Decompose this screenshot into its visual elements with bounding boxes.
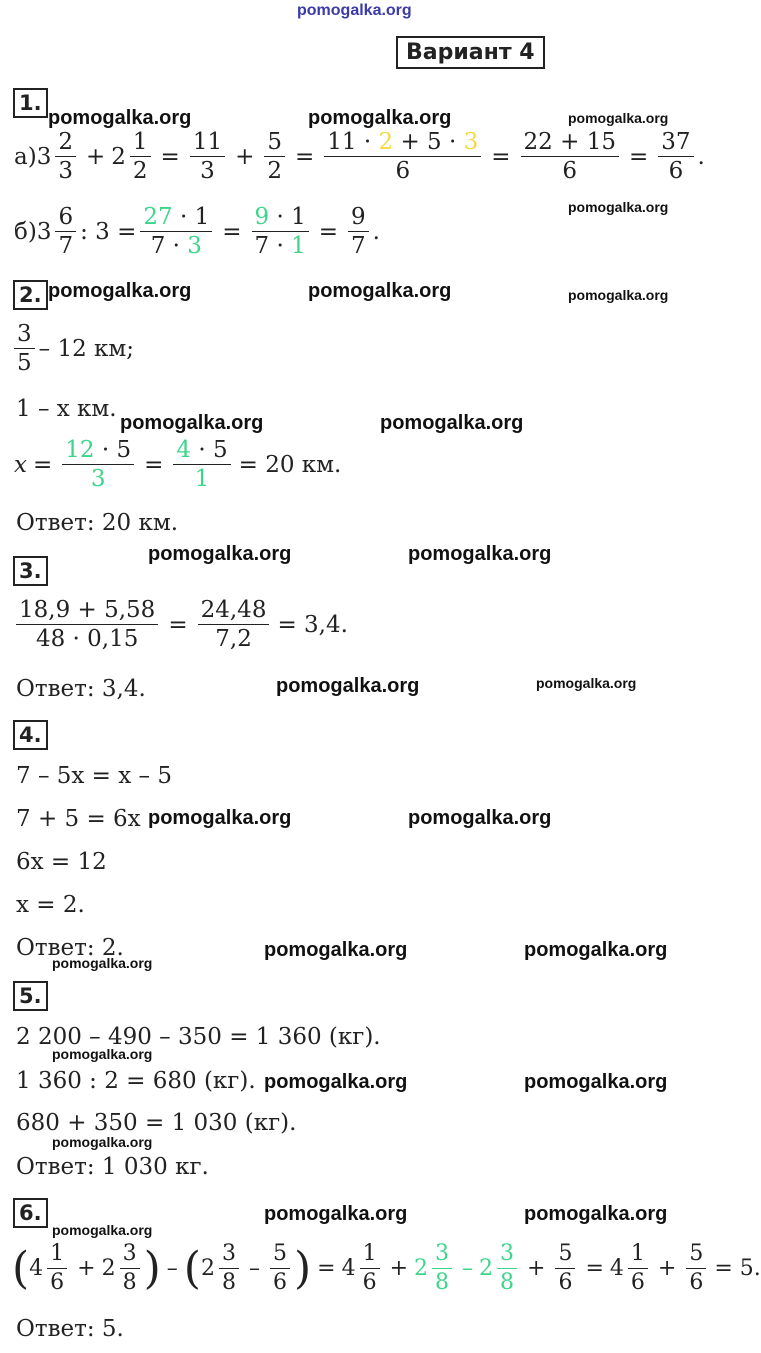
task-5-number: 5. [13,981,48,1011]
watermark-top[interactable]: pomogalka.org [297,2,412,19]
operator: = [160,143,180,170]
fraction: $\frac{22 + 15}{6}$ [521,128,619,185]
watermark: pomogalka.org [148,543,292,565]
watermark: pomogalka.org [568,110,669,126]
fraction: $\frac{4 \cdot 5}{1}$ [173,436,230,493]
watermark: pomogalka.org [524,1071,668,1093]
watermark: pomogalka.org [524,1203,668,1225]
fraction: $\frac{1}{6}$ [360,1240,380,1297]
watermark: pomogalka.org [568,287,669,303]
operator: = [491,143,511,170]
watermark: pomogalka.org [276,675,420,697]
fraction: $\frac{3}{8}$ [120,1240,140,1297]
task-5-line-3: 680 + 350 = 1 030 (кг). [16,1110,297,1136]
text: – 12 км; [38,335,135,362]
fraction: $\frac{11 \cdot 2 + 5 \cdot 3}{6}$ [324,128,481,185]
fraction: $\frac{5}{2}$ [264,128,285,185]
task-4-number: 4. [13,720,48,750]
watermark: pomogalka.org [52,1134,153,1150]
operator: : 3 = [80,218,137,245]
operator: = [628,143,649,170]
fraction: $\frac{2}{3}$ [55,128,76,185]
whole-part: 3 [36,218,52,245]
fraction: $\frac{6}{7}$ [55,203,76,260]
whole-part: 2 [111,143,126,170]
paren: ( [12,1242,30,1294]
fraction: $\frac{3}{5}$ [14,320,35,377]
paren: ) [293,1242,312,1294]
task-6-equation: ( 4 $\frac{1}{6}$ + 2 $\frac{3}{8}$ ) – ( 2 $\frac{3}{8}$ – $\frac{5}{6}$ ) = 4 $\frac{1}{6}$ + 2 $\frac{3}{8}$ – 2 $\frac{3}{8}$ + $\frac{5}{6}$ = 4 $\frac{1}{6}$ + $\frac{5}{6}$ = 5. [12,1241,761,1295]
task-5-line-2: 1 360 : 2 = 680 (кг). [16,1068,256,1094]
task-3-number: 3. [13,556,48,586]
watermark: pomogalka.org [120,412,264,434]
watermark: pomogalka.org [264,1203,408,1225]
fraction: $\frac{3}{8}$ [432,1240,452,1297]
task-6-answer: Ответ: 5. [16,1316,124,1342]
paren: ( [183,1242,201,1294]
period: . [697,143,705,170]
operator: = [144,451,164,478]
fraction: $\frac{9}{7}$ [348,203,369,260]
task-3-answer: Ответ: 3,4. [16,676,146,702]
fraction: $\frac{3}{8}$ [219,1240,239,1297]
watermark: pomogalka.org [536,675,637,691]
task-4-answer: Ответ: 2. [16,935,124,961]
watermark: pomogalka.org [380,412,524,434]
fraction: $\frac{1}{6}$ [47,1240,67,1297]
task-3-equation: $\frac{18,9 + 5,58}{48 \cdot 0,15}$ = $\frac{24,48}{7,2}$ = 3,4. [12,596,348,653]
fraction: $\frac{24,48}{7,2}$ [198,596,270,653]
fraction: $\frac{18,9 + 5,58}{48 \cdot 0,15}$ [16,596,158,653]
task-5-line-1: 2 200 – 490 – 350 = 1 360 (кг). [16,1024,381,1050]
label-b: б) [14,218,37,245]
operator: + [235,143,255,170]
task-2-line-2: 1 – x км. [16,396,117,422]
task-1b-equation: б) 3 $\frac{6}{7}$ : 3 = $\frac{27 \cdot 1}{7 \cdot 3}$ = $\frac{9 \cdot 1}{7 \cdot 1}$ = $\frac{9}{7}$ . [14,204,380,259]
task-2-line-1 [10,320,134,377]
label-a: а) [14,143,37,170]
task-2-number: 2. [13,280,48,310]
operator: = [295,143,315,170]
fraction: $\frac{3}{8}$ [497,1240,517,1297]
watermark: pomogalka.org [48,280,192,302]
fraction: $\frac{12 \cdot 5}{3}$ [62,436,134,493]
whole-part: 3 [36,143,52,170]
watermark: pomogalka.org [52,1046,153,1062]
task-2-line-3 [14,436,341,493]
task-6-number: 6. [13,1198,48,1228]
watermark: pomogalka.org [264,939,408,961]
task-1a-equation [14,128,705,185]
fraction: $\frac{1}{2}$ [130,128,151,185]
watermark: pomogalka.org [48,107,192,129]
operator: + [85,143,106,170]
task-4-line-3: 6x = 12 [16,849,107,875]
fraction: $\frac{27 \cdot 1}{7 \cdot 3}$ [140,203,212,260]
operator: = [32,451,53,478]
fraction: $\frac{9 \cdot 1}{7 \cdot 1}$ [252,203,309,260]
variant-title: Вариант 4 [396,36,545,69]
watermark: pomogalka.org [524,939,668,961]
text: = 3,4. [277,611,348,638]
fraction: $\frac{11}{3}$ [190,128,225,185]
watermark: pomogalka.org [408,807,552,829]
watermark: pomogalka.org [308,107,452,129]
variable: x [14,451,27,478]
text: = 20 км. [238,451,342,478]
watermark: pomogalka.org [52,1222,153,1238]
watermark: pomogalka.org [568,199,669,215]
task-4-line-4: x = 2. [16,892,85,918]
fraction: $\frac{5}{6}$ [270,1240,290,1297]
period: . [372,218,380,245]
watermark: pomogalka.org [408,543,552,565]
fraction: $\frac{37}{6}$ [658,128,693,185]
watermark: pomogalka.org [264,1071,408,1093]
task-5-answer: Ответ: 1 030 кг. [16,1154,209,1180]
task-2-answer: Ответ: 20 км. [16,510,179,536]
task-4-line-2: 7 + 5 = 6x [16,806,141,832]
fraction: $\frac{1}{6}$ [628,1240,648,1297]
task-1-number: 1. [13,88,48,118]
fraction: $\frac{5}{6}$ [555,1240,575,1297]
watermark: pomogalka.org [148,807,292,829]
watermark: pomogalka.org [52,955,153,971]
watermark: pomogalka.org [308,280,452,302]
task-4-line-1: 7 – 5x = x – 5 [16,763,172,789]
paren: ) [143,1242,161,1294]
fraction: $\frac{5}{6}$ [686,1240,706,1297]
